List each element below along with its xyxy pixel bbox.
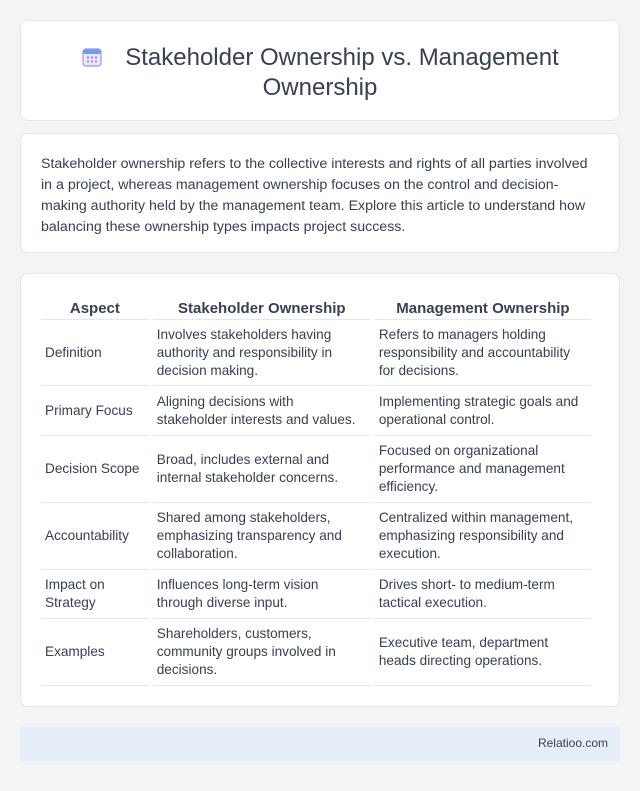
table-row (41, 570, 591, 619)
row-aspect: Impact on Strategy (41, 570, 149, 619)
row-management: Refers to managers holding responsibility and accountability for decisions. (375, 320, 591, 386)
row-aspect: Definition (41, 320, 149, 386)
table-header-row (41, 294, 591, 320)
table-row (41, 386, 591, 436)
page-title-wrap (21, 43, 619, 103)
row-aspect: Examples (41, 619, 149, 686)
table-row (41, 436, 591, 503)
row-management: Implementing strategic goals and operational control. (375, 386, 591, 436)
calendar-icon (81, 46, 103, 68)
header-aspect: Aspect (41, 294, 149, 320)
title-card (20, 20, 620, 121)
intro-card (20, 133, 620, 253)
row-stakeholder: Aligning decisions with stakeholder interests and values. (153, 386, 371, 436)
row-management: Centralized within management, emphasizing responsibility and execution. (375, 503, 591, 570)
row-management: Executive team, department heads directing operations. (375, 619, 591, 686)
row-aspect: Primary Focus (41, 386, 149, 436)
row-management: Drives short- to medium-term tactical execution. (375, 570, 591, 619)
row-stakeholder: Influences long-term vision through diverse input. (153, 570, 371, 619)
comparison-table (37, 294, 595, 686)
row-stakeholder: Broad, includes external and internal stakeholder concerns. (153, 436, 371, 503)
row-aspect: Decision Scope (41, 436, 149, 503)
row-stakeholder: Shared among stakeholders, emphasizing transparency and collaboration. (153, 503, 371, 570)
row-stakeholder: Shareholders, customers, community groups involved in decisions. (153, 619, 371, 686)
table-row (41, 503, 591, 570)
page-title: Stakeholder Ownership vs. Management Ownership (125, 44, 559, 101)
header-stakeholder-ownership: Stakeholder Ownership (153, 294, 371, 320)
footer-bar (20, 727, 620, 761)
table-row (41, 320, 591, 386)
comparison-table-card (20, 273, 620, 707)
table-row (41, 619, 591, 686)
row-aspect: Accountability (41, 503, 149, 570)
row-stakeholder: Involves stakeholders having authority and responsibility in decision making. (153, 320, 371, 386)
footer-brand: Relatioo.com (537, 736, 608, 750)
row-management: Focused on organizational performance and management efficiency. (375, 436, 591, 503)
header-management-ownership: Management Ownership (375, 294, 591, 320)
intro-paragraph: Stakeholder ownership refers to the collective interests and rights of all parties involved in a project, whereas management ownership focuses on the control and decision-making authority held by the management team. Explore this article to understand how balancing these ownership types impacts project success. (41, 156, 588, 235)
